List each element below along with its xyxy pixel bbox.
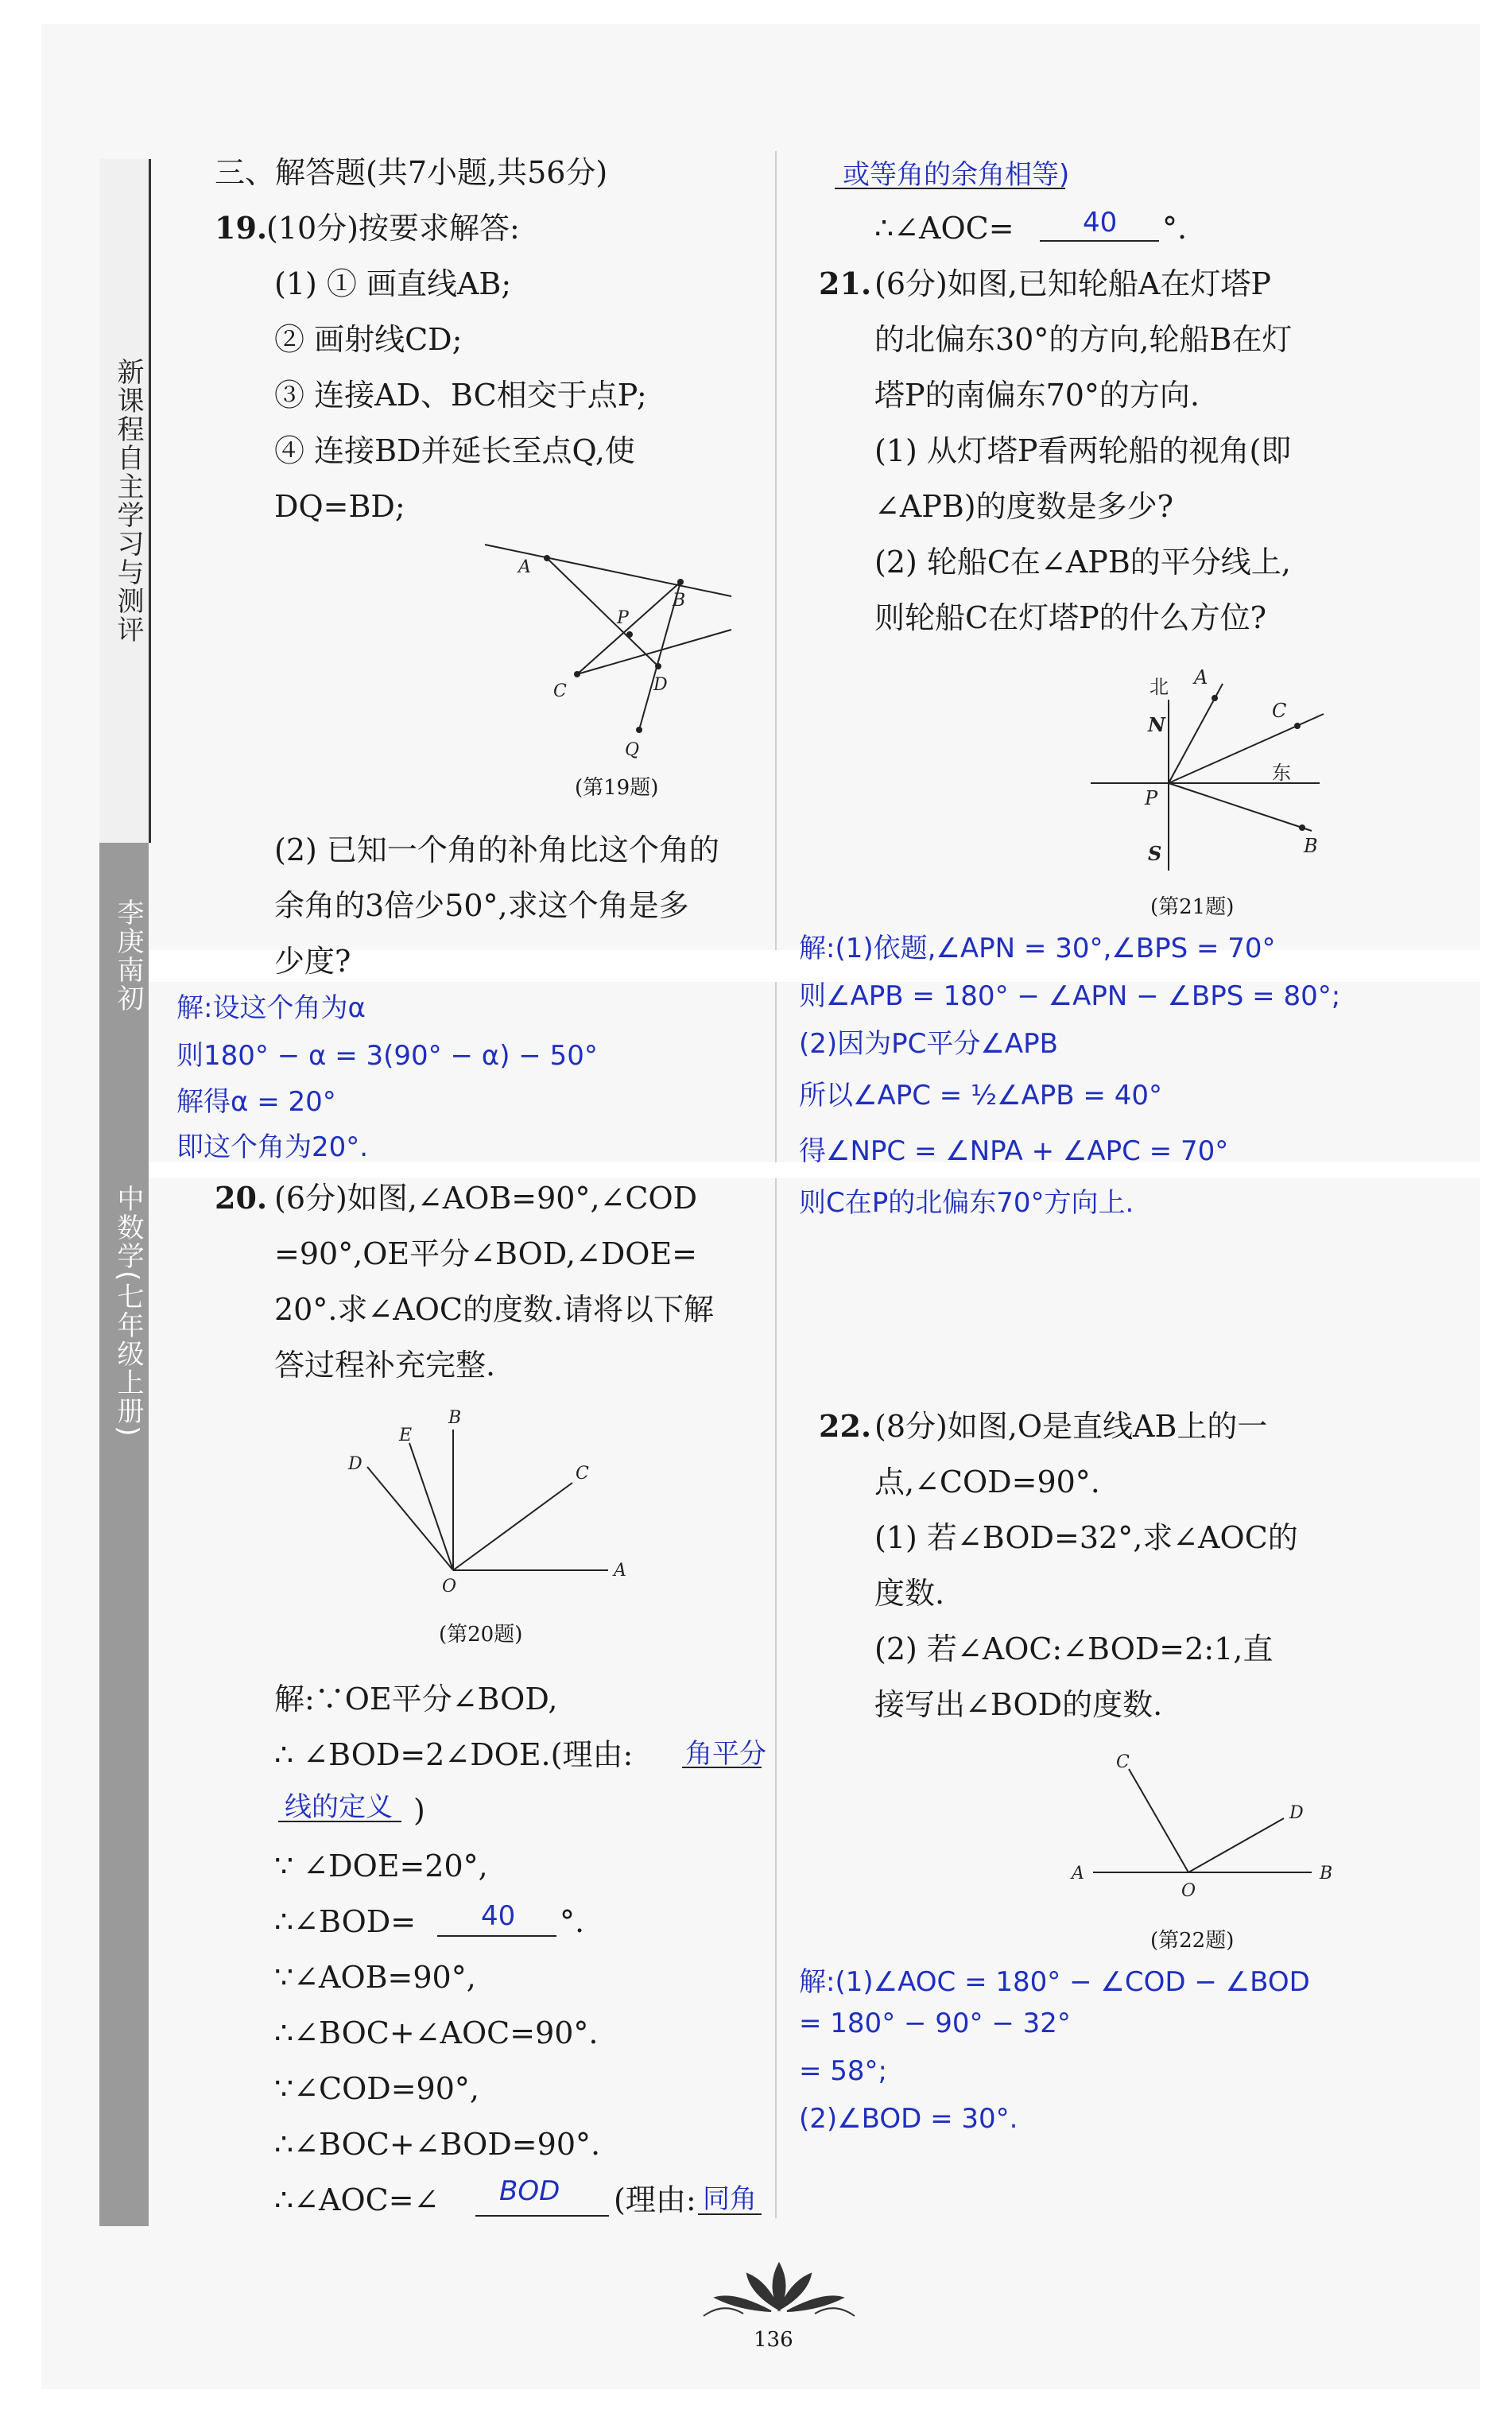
q20-reason2-underline2 [835, 188, 1065, 189]
q20-blank-angle [475, 2215, 609, 2217]
label-c: C [553, 681, 567, 701]
label-a: A [614, 1561, 626, 1581]
q22-solution-line4: (2)∠BOD = 30°. [799, 2103, 1018, 2135]
q21-line2: 的北偏东30°的方向,轮船B在灯 [874, 322, 1293, 357]
label-a: A [518, 557, 531, 577]
q19-caption: (第19题) [575, 776, 659, 800]
q19-number: 19. [215, 210, 268, 246]
q20-step2: ∴ ∠BOD=2∠DOE.(理由: [274, 1737, 634, 1772]
q20-reason2-part2: 或等角的余角相等) [843, 159, 1070, 191]
sidebar-upper [99, 159, 151, 843]
q21-solution-line2: 则∠APB = 180° − ∠APN − ∠BPS = 80°; [799, 980, 1341, 1012]
page-number: 136 [754, 2328, 793, 2352]
q20-answer-angle: BOD [499, 2175, 560, 2207]
point-a [544, 555, 550, 561]
q19-part2-line3: 少度? [274, 944, 351, 979]
label-b: B [1320, 1864, 1333, 1883]
q20-line3: 20°.求∠AOC的度数.请将以下解 [274, 1292, 715, 1327]
label-p: P [1145, 787, 1158, 809]
ray-od [1188, 1818, 1284, 1872]
label-n: N [1148, 713, 1165, 736]
label-c: C [1272, 700, 1287, 722]
q21-line3: 塔P的南偏东70°的方向. [874, 378, 1200, 413]
q21-solution-line3: (2)因为PC平分∠APB [799, 1028, 1058, 1060]
q20-caption: (第20题) [439, 1623, 523, 1647]
segment-ad [547, 558, 658, 666]
q21-line1: (6分)如图,已知轮船A在灯塔P [874, 266, 1271, 301]
q21-part1-line1: (1) 从灯塔P看两轮船的视角(即 [874, 433, 1292, 468]
ray-oe [409, 1443, 453, 1570]
q19-solution-line4: 即这个角为20°. [176, 1131, 369, 1163]
label-c: C [1116, 1752, 1130, 1772]
label-d: D [348, 1454, 362, 1474]
q20-step4-unit: °. [560, 1904, 585, 1939]
q19-step4: ④ 连接BD并延长至点Q,使 [274, 433, 635, 468]
series-title: 新课程自主学习与测评 [112, 358, 144, 644]
q22-figure [1057, 1737, 1359, 1912]
point-p [626, 631, 633, 638]
label-e: E [399, 1426, 413, 1445]
q22-solution-line1: 解:(1)∠AOC = 180° − ∠COD − ∠BOD [799, 1966, 1310, 1998]
q20-reason2-part1: 同角 [703, 2183, 757, 2215]
label-north: 北 [1150, 676, 1169, 698]
q19-step4-cont: DQ=BD; [274, 489, 405, 524]
q19-solution-line3: 解得α = 20° [176, 1086, 336, 1118]
q22-solution-line2: = 180° − 90° − 32° [799, 2008, 1071, 2039]
label-o: O [442, 1577, 457, 1596]
q19-solution-line2: 则180° − α = 3(90° − α) − 50° [176, 1040, 598, 1072]
q19-solution-line1: 解:设这个角为α [176, 992, 366, 1024]
q22-line1: (8分)如图,O是直线AB上的一 [874, 1409, 1268, 1444]
q22-number: 22. [819, 1408, 872, 1444]
q20-reason1-underline1 [682, 1767, 762, 1768]
q19-step2: ② 画射线CD; [274, 322, 463, 357]
q21-solution-line4: 所以∠APC = ½∠APB = 40° [799, 1080, 1162, 1111]
q21-part2-line1: (2) 轮船C在∠APB的平分线上, [874, 545, 1291, 580]
ray-od [367, 1467, 453, 1570]
q21-solution-line5: 得∠NPC = ∠NPA + ∠APC = 70° [799, 1135, 1229, 1167]
point-b [677, 579, 684, 585]
q19-head: (10分)按要求解答: [266, 211, 520, 246]
q22-caption: (第22题) [1150, 1929, 1235, 1953]
q20-figure [334, 1399, 652, 1606]
ray-pc [1169, 714, 1324, 783]
q22-part2-line2: 接写出∠BOD的度数. [874, 1687, 1163, 1722]
section-title: 三、解答题(共7小题,共56分) [215, 155, 608, 190]
q20-number: 20. [215, 1180, 268, 1216]
q22-part2-line1: (2) 若∠AOC:∠BOD=2:1,直 [874, 1631, 1274, 1666]
book-title-bottom: 中数学(七年级上册) [112, 1185, 144, 1438]
label-s: S [1148, 842, 1162, 865]
q19-step3: ③ 连接AD、BC相交于点P; [274, 378, 647, 413]
q20-step10: ∴∠AOC= [874, 211, 1014, 246]
ray-pb [1169, 783, 1312, 831]
label-b: B [1304, 835, 1318, 857]
q22-part1-line1: (1) 若∠BOD=32°,求∠AOC的 [874, 1520, 1298, 1555]
page-ornament [692, 2254, 866, 2326]
q21-number: 21. [819, 266, 872, 301]
q21-figure [1081, 652, 1351, 883]
point-c [1294, 723, 1301, 729]
ray-cd [577, 630, 731, 674]
q20-answer-aoc: 40 [1083, 207, 1118, 239]
q21-solution-line1: 解:(1)依题,∠APN = 30°,∠BPS = 70° [799, 933, 1276, 964]
q20-reason1-underline2 [278, 1821, 401, 1822]
q22-solution-line3: = 58°; [799, 2055, 888, 2087]
q21-solution-line6: 则C在P的北偏东70°方向上. [799, 1187, 1134, 1219]
q19-part1: (1) ① 画直线AB; [274, 266, 512, 301]
q20-step6: ∴∠BOC+∠AOC=90°. [274, 2015, 599, 2050]
q19-part2-line1: (2) 已知一个角的补角比这个角的 [274, 832, 719, 867]
book-title-top: 李庚南初 [112, 898, 144, 1013]
q20-line4: 答过程补充完整. [274, 1348, 496, 1383]
point-a [1212, 695, 1218, 701]
ray-oc [453, 1483, 572, 1570]
q20-line2: =90°,OE平分∠BOD,∠DOE= [274, 1236, 698, 1271]
q21-part1-line2: ∠APB)的度数是多少? [874, 489, 1173, 524]
label-q: Q [625, 740, 640, 760]
q20-reason2-underline1 [698, 2213, 762, 2215]
label-b: B [448, 1408, 462, 1428]
q20-step3: ∵ ∠DOE=20°, [274, 1849, 488, 1883]
column-divider [775, 151, 777, 2218]
q22-part1-line2: 度数. [874, 1576, 945, 1611]
q20-step8: ∴∠BOC+∠BOD=90°. [274, 2127, 601, 2162]
sidebar-lower [99, 843, 149, 2226]
label-a: A [1194, 666, 1208, 689]
q20-reason1-close: ) [413, 1793, 425, 1828]
q20-blank-aoc [1040, 240, 1159, 242]
q20-line1: (6分)如图,∠AOB=90°,∠COD [274, 1181, 698, 1216]
point-c [574, 671, 580, 677]
q20-step5: ∵∠AOB=90°, [274, 1960, 476, 1995]
q20-reason1-part1: 角平分 [685, 1738, 766, 1770]
q20-step1: 解:∵OE平分∠BOD, [274, 1682, 558, 1717]
q20-step9-reason: (理由: [614, 2182, 696, 2217]
segment-bc [577, 582, 680, 674]
q20-answer-bod: 40 [481, 1900, 516, 1932]
q21-caption: (第21题) [1150, 895, 1235, 919]
q21-part2-line2: 则轮船C在灯塔P的什么方位? [874, 600, 1267, 635]
label-c: C [576, 1464, 589, 1484]
label-east: 东 [1272, 762, 1291, 784]
q20-step7: ∵∠COD=90°, [274, 2071, 479, 2106]
label-a: A [1072, 1864, 1084, 1883]
q20-step9: ∴∠AOC=∠ [274, 2182, 440, 2217]
q20-blank-bod [437, 1935, 556, 1937]
label-d: D [653, 675, 668, 695]
label-p: P [617, 608, 629, 628]
q22-line2: 点,∠COD=90°. [874, 1464, 1100, 1499]
point-b [1299, 824, 1305, 831]
q20-step10-unit: °. [1162, 211, 1188, 246]
label-o: O [1181, 1881, 1196, 1901]
q19-part2-line2: 余角的3倍少50°,求这个角是多 [274, 888, 689, 923]
point-q [636, 727, 642, 733]
q20-reason1-part2: 线的定义 [285, 1791, 393, 1823]
q19-figure [469, 533, 755, 771]
q20-step4: ∴∠BOD= [274, 1904, 417, 1939]
label-b: B [673, 591, 686, 611]
point-d [655, 663, 661, 669]
ray-oc [1129, 1769, 1188, 1872]
label-d: D [1289, 1803, 1304, 1823]
